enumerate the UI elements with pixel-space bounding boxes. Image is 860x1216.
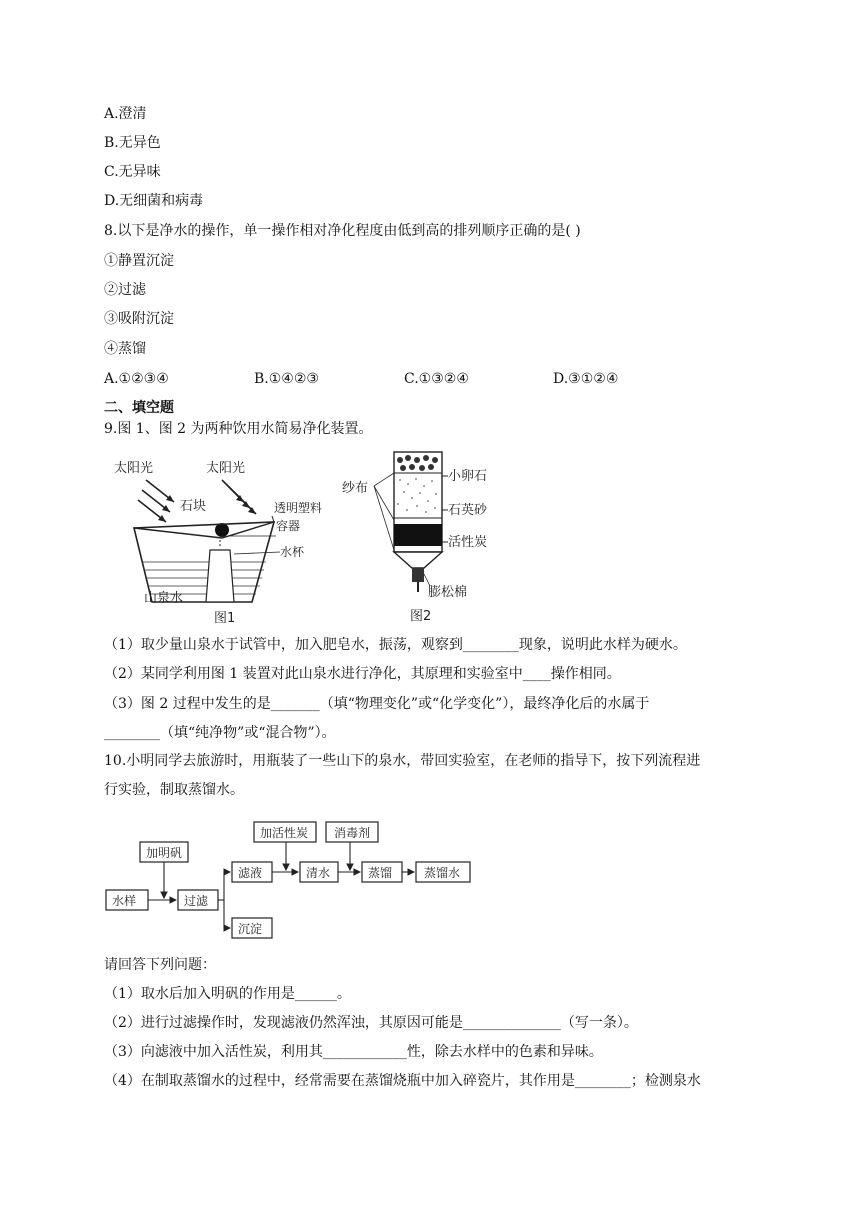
flow-sample: 水样 [112,894,137,908]
q7-option-b: B.无异色 [104,135,161,151]
spring-water [142,562,266,594]
q7-option-d: D.无细菌和病毒 [104,193,204,209]
q9-sub-3-cont: ________（填“纯净物”或“混合物”）。 [104,725,336,741]
section-title: 二、填空题 [104,400,174,416]
q8-item-1: ①静置沉淀 [104,253,174,269]
q9-sub-1: （1）取少量山泉水于试管中，加入肥皂水，振荡，观察到________现象，说明此水样为硬水。 [104,637,687,653]
fig1-label-stone: 石块 [180,499,207,514]
fig2-label-quartz: 石英砂 [448,503,488,518]
q9-stem: 9.图 1、图 2 为两种饮用水简易净化装置。 [104,421,373,437]
q8-stem: 8.以下是净水的操作，单一操作相对净化程度由低到高的排列顺序正确的是( ) [104,223,581,239]
fig2-label-pebble: 小卵石 [448,469,488,484]
fig1-label-container: 容器 [276,519,301,533]
fig1-caption: 图1 [214,611,236,626]
sun-rays-left [138,480,174,522]
flow-filter: 过滤 [184,894,209,908]
q8-item-4: ④蒸馏 [104,341,146,357]
fig1-label-sunlight-2: 太阳光 [206,461,246,476]
q7-option-a: A.澄清 [104,106,147,122]
fig1-label-cup: 水杯 [280,545,305,559]
flow-distilled-water: 蒸馏水 [424,866,461,880]
activated-carbon-layer [394,524,442,546]
q8-item-2: ②过滤 [104,282,146,298]
q8-item-3: ③吸附沉淀 [104,311,174,327]
flow-clear-water: 清水 [306,866,331,880]
flow-distill: 蒸馏 [368,866,393,880]
q8-option-c: C.①③②④ [404,371,469,387]
q8-option-d: D.③①②④ [553,371,619,387]
figure-1-solar-still [104,450,344,626]
q8-option-a: A.①②③④ [104,371,169,387]
figure-2-filter [338,446,508,626]
q9-sub-3: （3）图 2 过程中发生的是_______（填“物理变化”或“化学变化”），最终净化后的水属于 [104,696,650,712]
q10-stem-line1: 10.小明同学去旅游时，用瓶装了一些山下的泉水，带回实验室，在老师的指导下，按下列流程进 [104,753,701,769]
q8-option-b: B.①④②③ [254,371,319,387]
q10-stem-line2: 行实验，制取蒸馏水。 [104,782,244,798]
q10-sub-2: （2）进行过滤操作时，发现滤液仍然浑浊，其原因可能是______________（写一条）。 [104,1015,638,1031]
flow-carbon: 加活性炭 [260,826,309,840]
q7-option-c: C.无异味 [104,164,161,180]
q10-sub-3: （3）向滤液中加入活性炭，利用其____________性，除去水样中的色素和异味。 [104,1044,603,1060]
fig2-caption: 图2 [410,609,432,624]
fig2-label-gauze: 纱布 [342,481,369,496]
flow-precipitate: 沉淀 [238,922,263,936]
fig1-label-sunlight-1: 太阳光 [114,461,154,476]
q10-sub-1: （1）取水后加入明矾的作用是______。 [104,986,351,1002]
q10-prompt: 请回答下列问题： [104,957,216,973]
flowchart-distillation [104,818,484,946]
flow-disinfectant: 消毒剂 [334,826,371,840]
fig1-label-spring-water: 山泉水 [144,591,184,606]
fig2-label-cotton: 膨松棉 [428,585,468,600]
q9-sub-2: （2）某同学利用图 1 装置对此山泉水进行净化，其原理和实验室中____操作相同。 [104,666,621,682]
cotton-stopper [412,568,424,582]
q10-sub-4: （4）在制取蒸馏水的过程中，经常需要在蒸馏烧瓶中加入碎瓷片，其作用是________；检测泉水 [104,1073,701,1089]
water-cup [206,550,234,602]
flow-filtrate: 滤液 [238,866,263,880]
fig1-label-plastic: 透明塑料 [274,501,323,515]
flow-alum: 加明矾 [146,846,183,860]
fig2-label-carbon: 活性炭 [448,535,488,550]
